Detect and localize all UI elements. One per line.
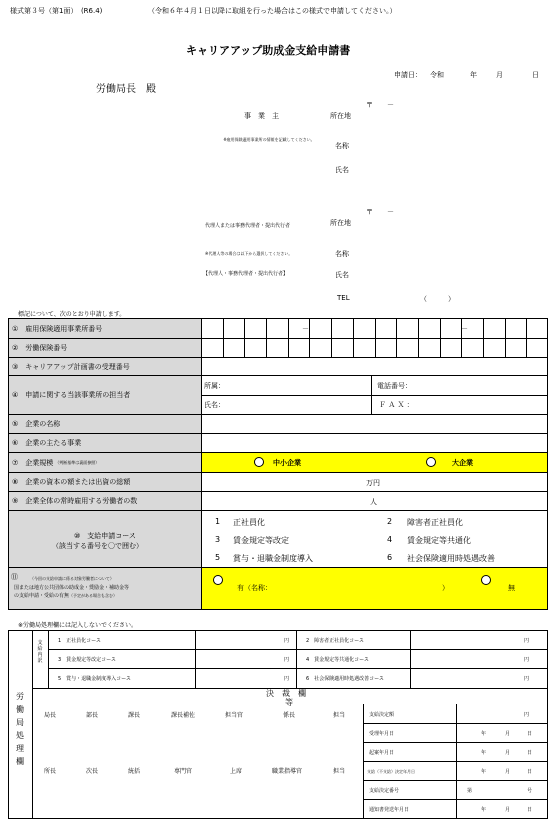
radio-sme[interactable] (254, 457, 264, 467)
row-label-3: ③ キャリアアップ計画書の受理番号 (9, 358, 201, 375)
approver-5: 担当官 (225, 712, 244, 719)
capital-unit: 万円 (366, 479, 380, 487)
row-label-5: ⑤ 企業の名称 (9, 415, 201, 433)
approver-11: 専門官 (174, 768, 193, 775)
decision-sub: 等 (285, 698, 293, 707)
option-yes: 有（名称： (237, 584, 272, 592)
other-subsidy-label-4: （予定がある場合も含む） (69, 593, 118, 598)
notice: （令和６年４月１日以降に取組を行った場合はこの様式で申請してください。） (148, 7, 397, 15)
form-id: 様式第３号（第1面） (R6.4) (10, 7, 103, 15)
right-d-4: 日 (527, 769, 533, 775)
right-label-4: 支給（不支給）決定年月日 (367, 769, 415, 774)
row-label-7-sub: （判断基準は裏面参照） (55, 459, 100, 465)
row-label-8: ⑧ 企業の資本の額または出資の総額 (9, 473, 201, 491)
course-label-1: ⑩ 支給申請コース (74, 532, 136, 540)
row-label-7 (9, 453, 201, 472)
approver-2: 部長 (86, 712, 99, 719)
row-label-9: ⑨ 企業全体の常時雇用する労働者の数 (9, 492, 201, 510)
employer-rep-label: 氏名 (335, 166, 349, 174)
contact-name[interactable]: 氏名： (204, 401, 225, 409)
contact-phone[interactable]: 電話番号： (377, 382, 412, 390)
page-title: キャリアアップ助成金支給申請書 (186, 44, 351, 57)
approver-3: 課長 (128, 712, 141, 719)
other-subsidy-label-3 (14, 592, 117, 599)
date-month: 月 (496, 71, 503, 79)
office-item-2-unit: 円 (524, 638, 530, 644)
digit-box-divider (396, 318, 397, 338)
row-label-7-text: ⑦ 企業規模 (12, 458, 54, 467)
digit-box-divider (505, 318, 506, 338)
employer-note: ※雇用保険適用事業所の情報を記載してください。 (223, 137, 315, 142)
digit-box-divider (223, 318, 224, 338)
other-subsidy-no: ⑪ (11, 573, 18, 581)
course-no-3[interactable]: 3 (215, 535, 221, 544)
right-y-3: 年 (481, 750, 487, 756)
digit-box-divider (526, 338, 527, 357)
digit-box-divider (461, 338, 462, 357)
approver-8: 所長 (44, 768, 57, 775)
date-label: 申請日： (394, 71, 422, 79)
option-yes-close: ） (442, 584, 449, 592)
office-item-3-unit: 円 (284, 657, 290, 663)
digit-box-divider (418, 318, 419, 338)
digit-box-divider (266, 338, 267, 357)
digit-box-divider (244, 338, 245, 357)
approver-10: 統括 (128, 768, 141, 775)
contact-dept[interactable]: 所属： (204, 382, 225, 390)
digit-box-divider (396, 338, 397, 357)
course-name-3: 賃金規定等改定 (233, 536, 289, 545)
agent-name-label: 名称 (335, 250, 349, 258)
approver-14: 担当 (333, 768, 346, 775)
digit-box-divider (353, 338, 354, 357)
course-no-2[interactable]: 2 (387, 517, 393, 526)
other-subsidy-label-3-text: の支給申請・受給の有無 (14, 593, 70, 599)
office-item-6-unit: 円 (524, 676, 530, 682)
course-no-5[interactable]: 5 (215, 553, 221, 562)
right-m-6: 月 (505, 807, 511, 813)
right-d-3: 日 (527, 750, 533, 756)
radio-yes[interactable] (213, 575, 223, 585)
digit-box-divider (331, 338, 332, 357)
row-label-4: ④ 申請に関する当該事業所の担当者 (9, 376, 201, 414)
date-year: 年 (470, 71, 477, 79)
agent-types: 【代理人・事務代理者・提出代行者】 (203, 271, 289, 277)
office-item-3: 3 賃金規定等改定コース (58, 657, 116, 663)
agent-note: ※代理人等の場合は以下から選択してください。 (205, 251, 293, 256)
digit-box-divider (309, 318, 310, 338)
other-subsidy-label-2: 国または地方公共団体の助成金・奨励金・補助金等 (14, 585, 130, 591)
course-no-4[interactable]: 4 (387, 535, 393, 544)
approver-6: 係長 (283, 712, 296, 719)
course-name-2: 障害者正社員化 (407, 518, 463, 527)
right-label-5: 支給決定番号 (369, 788, 400, 794)
right-label-6: 通知書発送年月日 (369, 807, 410, 813)
office-item-1: 1 正社員化コース (58, 638, 101, 644)
digit-box-divider (505, 338, 506, 357)
office-item-6: 6 社会保険適用時処遇改善コース (306, 676, 384, 682)
row-label-2: ② 労働保険番号 (9, 339, 201, 357)
right-m-4: 月 (505, 769, 511, 775)
radio-large[interactable] (426, 457, 436, 467)
row-label-1: ① 雇用保険適用事業所番号 (9, 319, 201, 338)
row1-dash-2: － (461, 325, 468, 333)
row-label-6: ⑥ 企業の主たる事業 (9, 434, 201, 452)
option-sme: 中小企業 (273, 459, 301, 467)
option-no: 無 (508, 584, 515, 592)
right-y-4: 年 (481, 769, 487, 775)
right-b-5: 号 (527, 788, 533, 794)
course-no-6[interactable]: 6 (387, 553, 393, 562)
digit-box-divider (331, 318, 332, 338)
right-d-2: 日 (527, 731, 533, 737)
approver-12: 上席 (230, 768, 243, 775)
course-name-1: 正社員化 (233, 518, 265, 527)
digit-box-divider (288, 318, 289, 338)
agent-tel-paren: （ ） (420, 295, 455, 303)
right-unit-1: 円 (524, 712, 530, 718)
approver-13: 職業指導官 (272, 768, 303, 775)
digit-box-divider (440, 318, 441, 338)
employer-postal: 〒 － (366, 101, 394, 109)
digit-box-divider (526, 318, 527, 338)
workers-unit: 人 (370, 498, 377, 506)
radio-no[interactable] (481, 575, 491, 585)
office-item-2: 2 障害者正社員化コース (306, 638, 364, 644)
option-large: 大企業 (452, 459, 473, 467)
right-label-2: 受理年月日 (369, 731, 395, 737)
employer-label: 事 業 主 (244, 112, 279, 120)
digit-box-divider (375, 318, 376, 338)
course-label-2: （該当する番号を〇で囲む） (52, 542, 143, 550)
digit-box-divider (375, 338, 376, 357)
breakdown-label: 支給内訳 (37, 640, 43, 664)
course-name-6: 社会保険適用時処遇改善 (407, 554, 495, 563)
employer-address-label: 所在地 (330, 112, 351, 120)
digit-box-divider (244, 318, 245, 338)
digit-box-divider (461, 318, 462, 338)
approver-7: 担当 (333, 712, 346, 719)
right-label-1: 支給決定額 (369, 712, 395, 718)
right-m-2: 月 (505, 731, 511, 737)
right-y-2: 年 (481, 731, 487, 737)
addressee: 労働局長 殿 (96, 84, 156, 95)
digit-box-divider (483, 338, 484, 357)
office-item-4: 4 賃金規定等共通化コース (306, 657, 369, 663)
agent-postal: 〒 － (366, 208, 394, 216)
agent-address-label: 所在地 (330, 219, 351, 227)
office-item-5: 5 賞与・退職金制度導入コース (58, 676, 131, 682)
right-a-5: 第 (467, 788, 473, 794)
office-note: ※労働局処理欄には記入しないでください。 (18, 622, 138, 629)
date-day: 日 (532, 71, 539, 79)
digit-box-divider (440, 338, 441, 357)
course-name-5: 賞与・退職金制度導入 (233, 554, 313, 563)
right-d-6: 日 (527, 807, 533, 813)
employer-name-label: 名称 (335, 142, 349, 150)
office-item-4-unit: 円 (524, 657, 530, 663)
digit-box-divider (418, 338, 419, 357)
office-side-label: 労働局処理欄 (16, 692, 24, 766)
intro-text: 標記について、次のとおり申請します。 (18, 311, 126, 318)
digit-box-divider (483, 318, 484, 338)
decision-label: 決 裁 欄 (266, 689, 306, 698)
digit-box-divider (288, 338, 289, 357)
approver-9: 次長 (86, 768, 99, 775)
office-item-1-unit: 円 (284, 638, 290, 644)
agent-tel-label: TEL (337, 294, 350, 302)
digit-box-divider (223, 338, 224, 357)
date-era: 令和 (430, 71, 444, 79)
digit-box-divider (309, 338, 310, 357)
digit-box-divider (353, 318, 354, 338)
course-no-1[interactable]: 1 (215, 517, 221, 526)
row1-dash-1: － (302, 325, 309, 333)
right-m-3: 月 (505, 750, 511, 756)
right-label-3: 起案年月日 (369, 750, 395, 756)
approver-1: 局長 (44, 712, 57, 719)
office-item-5-unit: 円 (284, 676, 290, 682)
digit-box-divider (266, 318, 267, 338)
agent-rep-label: 氏名 (335, 271, 349, 279)
right-y-6: 年 (481, 807, 487, 813)
course-name-4: 賃金規定等共通化 (407, 536, 471, 545)
other-subsidy-small: （今回の支給申請に係る対象労働者について） (30, 576, 114, 581)
agent-label: 代理人または事務代理者・提出代行者 (205, 223, 291, 229)
contact-fax[interactable]: Ｆ Ａ Ｘ ： (379, 401, 414, 409)
approver-4: 課長補佐 (171, 712, 196, 719)
